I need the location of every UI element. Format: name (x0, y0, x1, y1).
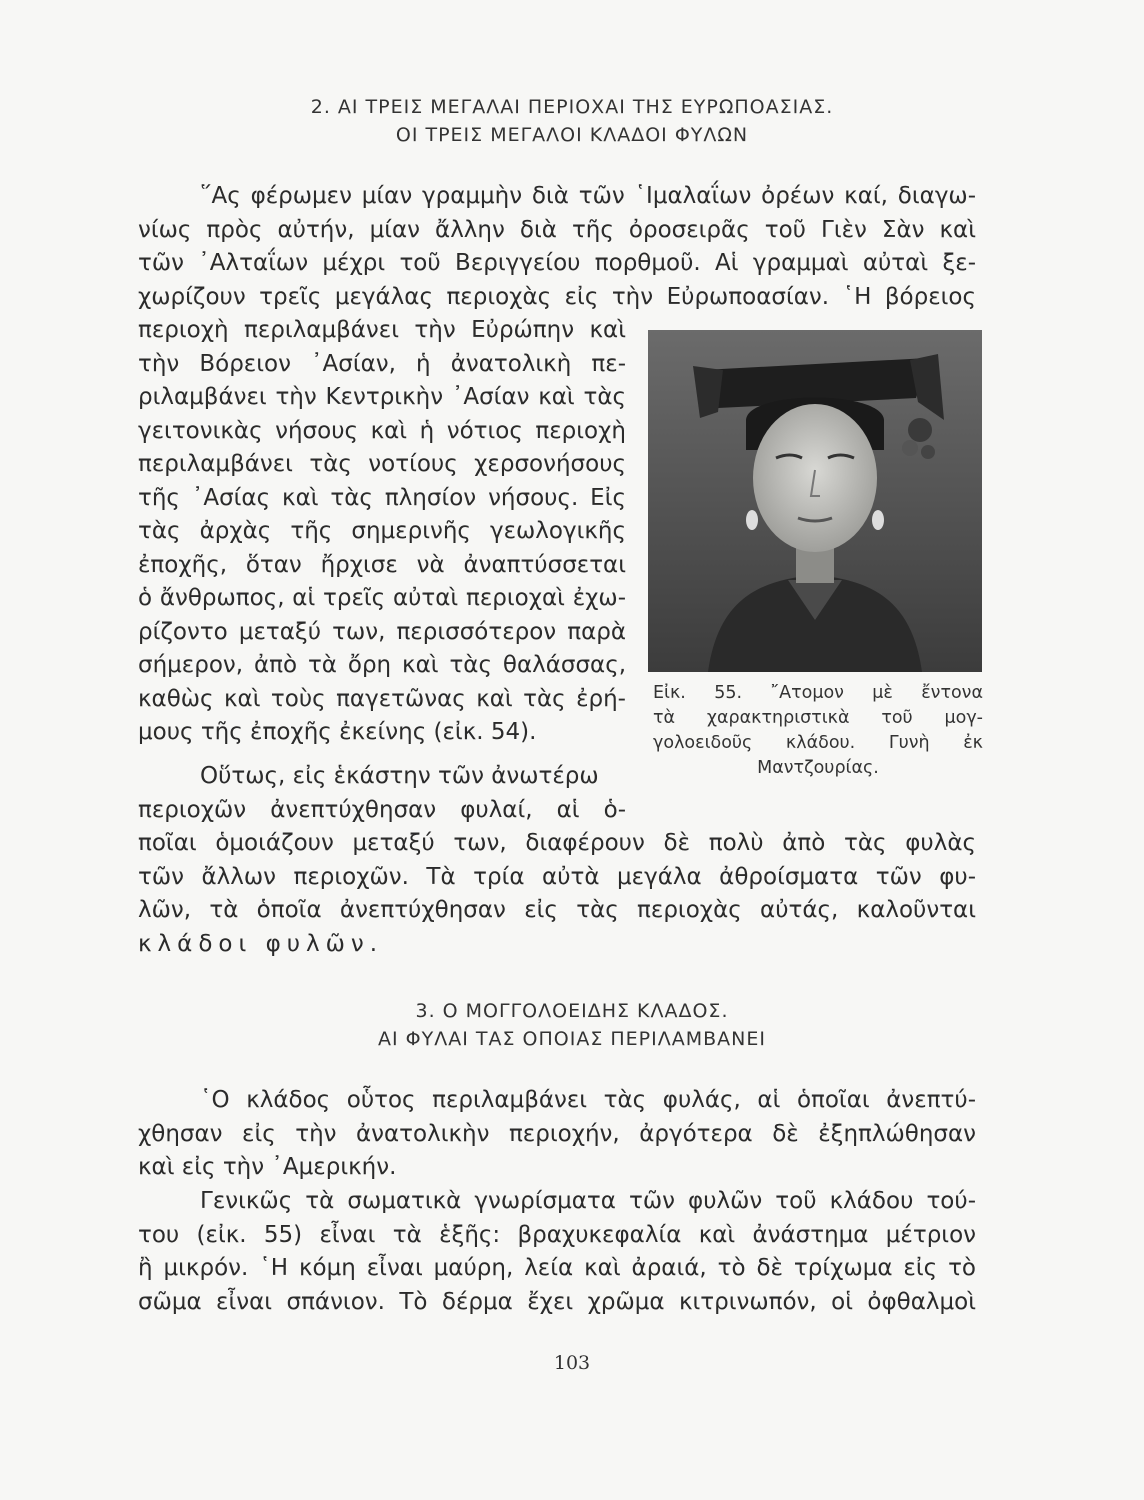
section-2-paragraph-2 (138, 827, 976, 961)
section-2-heading-line-2: ΟΙ ΤΡΕΙΣ ΜΕΓΑΛΟΙ ΚΛΑΔΟΙ ΦΥΛΩΝ (395, 124, 749, 146)
text-line: περιοχῶν ἀνεπτύχθησαν φυλαί, αἱ ὁ- (138, 796, 626, 823)
section-2-paragraph-1-column (138, 314, 626, 750)
caption-line: τὰ χαρακτηριστικὰ τοῦ μογ- (653, 708, 983, 728)
text-line: ρίζοντο μεταξύ των, περισσότερον παρὰ (138, 618, 626, 645)
section-3-heading-line-1: 3. Ο ΜΟΓΓΟΛΟΕΙΔΗΣ ΚΛΑΔΟΣ. (415, 1000, 729, 1022)
text-line: Γενικῶς τὰ σωματικὰ γνωρίσματα τῶν φυλῶν τοῦ κλάδου τού- (200, 1188, 976, 1214)
text-line: χθησαν εἰς τὴν ἀνατολικὴν περιοχήν, ἀργότερα δὲ ἐξηπλώθησαν (138, 1120, 976, 1147)
section-3-paragraph-2 (138, 1185, 976, 1319)
text-line: ριλαμβάνει τὴν Κεντρικὴν ᾿Ασίαν καὶ τὰς (138, 384, 626, 410)
section-2-heading-line-1: 2. ΑΙ ΤΡΕΙΣ ΜΕΓΑΛΑΙ ΠΕΡΙΟΧΑΙ ΤΗΣ ΕΥΡΩΠΟΑΣΙΑΣ. (310, 96, 834, 118)
text-line: νίως πρὸς αὐτήν, μίαν ἄλλην διὰ τῆς ὀροσειρᾶς τοῦ Γιὲν Σὰν καὶ (138, 216, 976, 243)
text-line: τὴν Βόρειον ᾿Ασίαν, ἡ ἀνατολικὴ πε- (138, 350, 626, 377)
section-3-heading-line-2: ΑΙ ΦΥΛΑΙ ΤΑΣ ΟΠΟΙΑΣ ΠΕΡΙΛΑΜΒΑΝΕΙ (378, 1028, 766, 1050)
text-line: ῾Ο κλάδος οὗτος περιλαμβάνει τὰς φυλάς, αἱ ὁποῖαι ἀνεπτύ- (200, 1087, 976, 1113)
text-line: γειτονικὰς νήσους καὶ ἡ νότιος περιοχὴ (138, 417, 626, 444)
text-line: μους τῆς ἐποχῆς ἐκείνης (εἰκ. 54). (138, 719, 537, 745)
section-2-paragraph-1 (138, 180, 976, 314)
figure-caption (653, 681, 983, 781)
text-line: τῶν ἄλλων περιοχῶν. Τὰ τρία αὐτὰ μεγάλα ἀθροίσματα τῶν φυ- (138, 863, 976, 890)
text-line: τὰς ἀρχὰς τῆς σημερινῆς γεωλογικῆς (138, 518, 626, 544)
text-line: ποῖαι ὁμοιάζουν μεταξύ των, διαφέρουν δὲ πολὺ ἀπὸ τὰς φυλὰς (138, 830, 976, 856)
caption-line: Εἰκ. 55. ῎Ατομον μὲ ἔντονα (653, 683, 983, 703)
text-line: καθὼς καὶ τοὺς παγετῶνας καὶ τὰς ἐρή- (138, 685, 626, 712)
caption-line: γολοειδοῦς κλάδου. Γυνὴ ἐκ (653, 733, 983, 753)
emphasized-term: κλάδοι φυλῶν. (138, 930, 384, 957)
text-line: σῶμα εἶναι σπάνιον. Τὸ δέρμα ἔχει χρῶμα κιτρινωπόν, οἱ ὀφθαλμοὶ (138, 1288, 976, 1315)
section-3-paragraph-1 (138, 1084, 976, 1185)
text-line: λῶν, τὰ ὁποῖα ἀνεπτύχθησαν εἰς τὰς περιοχὰς αὐτάς, καλοῦνται (138, 897, 976, 923)
text-line: Οὕτως, εἰς ἑκάστην τῶν ἀνωτέρω (200, 763, 599, 789)
text-line: ὁ ἄνθρωπος, αἱ τρεῖς αὐταὶ περιοχαὶ ἐχω- (138, 585, 626, 611)
portrait-illustration (648, 330, 982, 672)
text-line: χωρίζουν τρεῖς μεγάλας περιοχὰς εἰς τὴν Εὐρωποασίαν. ῾Η βόρειος (138, 283, 976, 310)
page-number: 103 (553, 1352, 591, 1374)
text-line: τῶν ᾿Αλταΐων μέχρι τοῦ Βεριγγείου πορθμοῦ. Αἱ γραμμαὶ αὐταὶ ξε- (138, 250, 976, 276)
text-line: ἢ μικρόν. ῾Η κόμη εἶναι μαύρη, λεία καὶ ἀραιά, τὸ δὲ τρίχωμα εἰς τὸ (138, 1255, 976, 1281)
text-line: περιοχὴ περιλαμβάνει τὴν Εὐρώπην καὶ (138, 317, 626, 343)
text-line: ῞Ας φέρωμεν μίαν γραμμὴν διὰ τῶν ῾Ιμαλαΐων ὀρέων καί, διαγω- (200, 183, 976, 209)
text-line: ἐποχῆς, ὅταν ἤρχισε νὰ ἀναπτύσσεται (138, 551, 626, 578)
portrait-photo (648, 330, 982, 672)
section-2-paragraph-2-column (138, 760, 626, 827)
caption-line: Μαντζουρίας. (757, 758, 879, 778)
text-line: περιλαμβάνει τὰς νοτίους χερσονήσους (138, 451, 626, 477)
text-line: σήμερον, ἀπὸ τὰ ὄρη καὶ τὰς θαλάσσας, (138, 652, 626, 678)
text-line: του (εἰκ. 55) εἶναι τὰ ἑξῆς: βραχυκεφαλία καὶ ἀνάστημα μέτριον (138, 1221, 976, 1248)
text-line: καὶ εἰς τὴν ᾿Αμερικήν. (138, 1154, 397, 1180)
text-line: τῆς ᾿Ασίας καὶ τὰς πλησίον νήσους. Εἰς (138, 484, 626, 511)
